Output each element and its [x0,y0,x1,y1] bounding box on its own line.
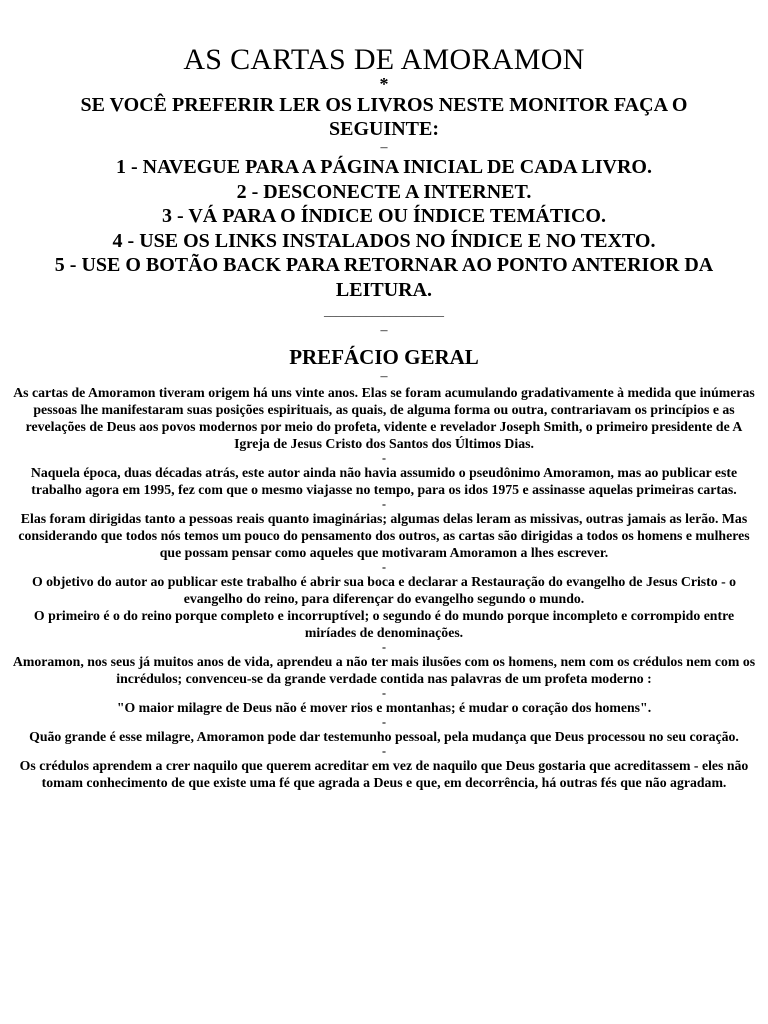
paragraph: O primeiro é o do reino porque completo e incorruptível; o segundo é do mundo porque incompleto e corrompido entre miríades de denominações. [33,608,735,640]
dash-separator: – [380,323,388,338]
small-dash: - [382,451,386,465]
document-title: AS CARTAS DE AMORAMON [183,43,585,76]
step-item: 4 - USE OS LINKS INSTALADOS NO ÍNDICE E NO TEXTO. [112,229,656,252]
dash-separator: – [380,369,388,384]
step-item: 3 - VÁ PARA O ÍNDICE OU ÍNDICE TEMÁTICO. [162,205,606,227]
intro-heading: SE VOCÊ PREFERIR LER OS LIVROS NESTE MONITOR FAÇA O SEGUINTE: [80,94,688,140]
paragraph: O objetivo do autor ao publicar este trabalho é abrir sua boca e declarar a Restauração do evangelho de Jesus Cristo - o evangelho do reino, para diferençar do evangelho segundo o mundo. [31,574,737,606]
step-item: 2 - DESCONECTE A INTERNET. [236,180,532,203]
dash-separator: – [380,140,388,155]
quote-paragraph: "O maior milagre de Deus não é mover rios e montanhas; é mudar o coração dos homens". [116,700,652,715]
step-item: 5 - USE O BOTÃO BACK PARA RETORNAR AO PONTO ANTERIOR DA LEITURA. [54,254,714,301]
paragraph: Quão grande é esse milagre, Amoramon pode dar testemunho pessoal, pela mudança que Deus processou no seu coração. [29,729,739,744]
small-dash: - [382,686,386,700]
instruction-steps [0,155,768,302]
paragraph: Amoramon, nos seus já muitos anos de vida, aprendeu a não ter mais ilusões com os homens, nem com os crédulos nem com os incrédulos; convenceu-se da grande verdade contida nas palavras de um profeta moderno : [12,654,756,686]
paragraph: Elas foram dirigidas tanto a pessoas reais quanto imaginárias; algumas delas leram as missivas, outras jamais as lerão. Mas considerando que todos nós temos um pouco do pensamento dos outros, as cartas são dirigidas a todos os homens e mulheres que possam pensar como aqueles que motivaram Amoramon a lhes escrever. [18,511,750,560]
small-dash: - [382,497,386,511]
underline-rule: ____________________ [324,304,444,318]
small-dash: - [382,640,386,654]
star-separator: * [379,74,389,94]
preface-body [0,384,768,791]
preface-title: PREFÁCIO GERAL [289,345,479,369]
paragraph: As cartas de Amoramon tiveram origem há uns vinte anos. Elas se foram acumulando gradativamente à medida que inúmeras pessoas lhe manifestaram suas posições espirituais, as quais, de alguma forma ou outra, contrariavam os princípios e as revelações de Deus aos povos modernos por meio do profeta, vidente e revelador Joseph Smith, o primeiro presidente de A Igreja de Jesus Cristo dos Santos dos Últimos Dias. [13,385,755,451]
small-dash: - [382,715,386,729]
step-item: 1 - NAVEGUE PARA A PÁGINA INICIAL DE CADA LIVRO. [115,156,652,178]
small-dash: - [382,744,386,758]
paragraph: Naquela época, duas décadas atrás, este autor ainda não havia assumido o pseudônimo Amoramon, mas ao publicar este trabalho agora em 1995, fez com que o mesmo viajasse no tempo, para os idos 1975 e assinasse aquelas primeiras cartas. [30,465,738,497]
paragraph: Os crédulos aprendem a crer naquilo que querem acreditar em vez de naquilo que Deus gostaria que acreditassem - eles não tomam conhecimento de que existe uma fé que agrada a Deus e que, em decorrência, há outras fés que não agradam. [19,758,749,790]
small-dash: - [382,560,386,574]
